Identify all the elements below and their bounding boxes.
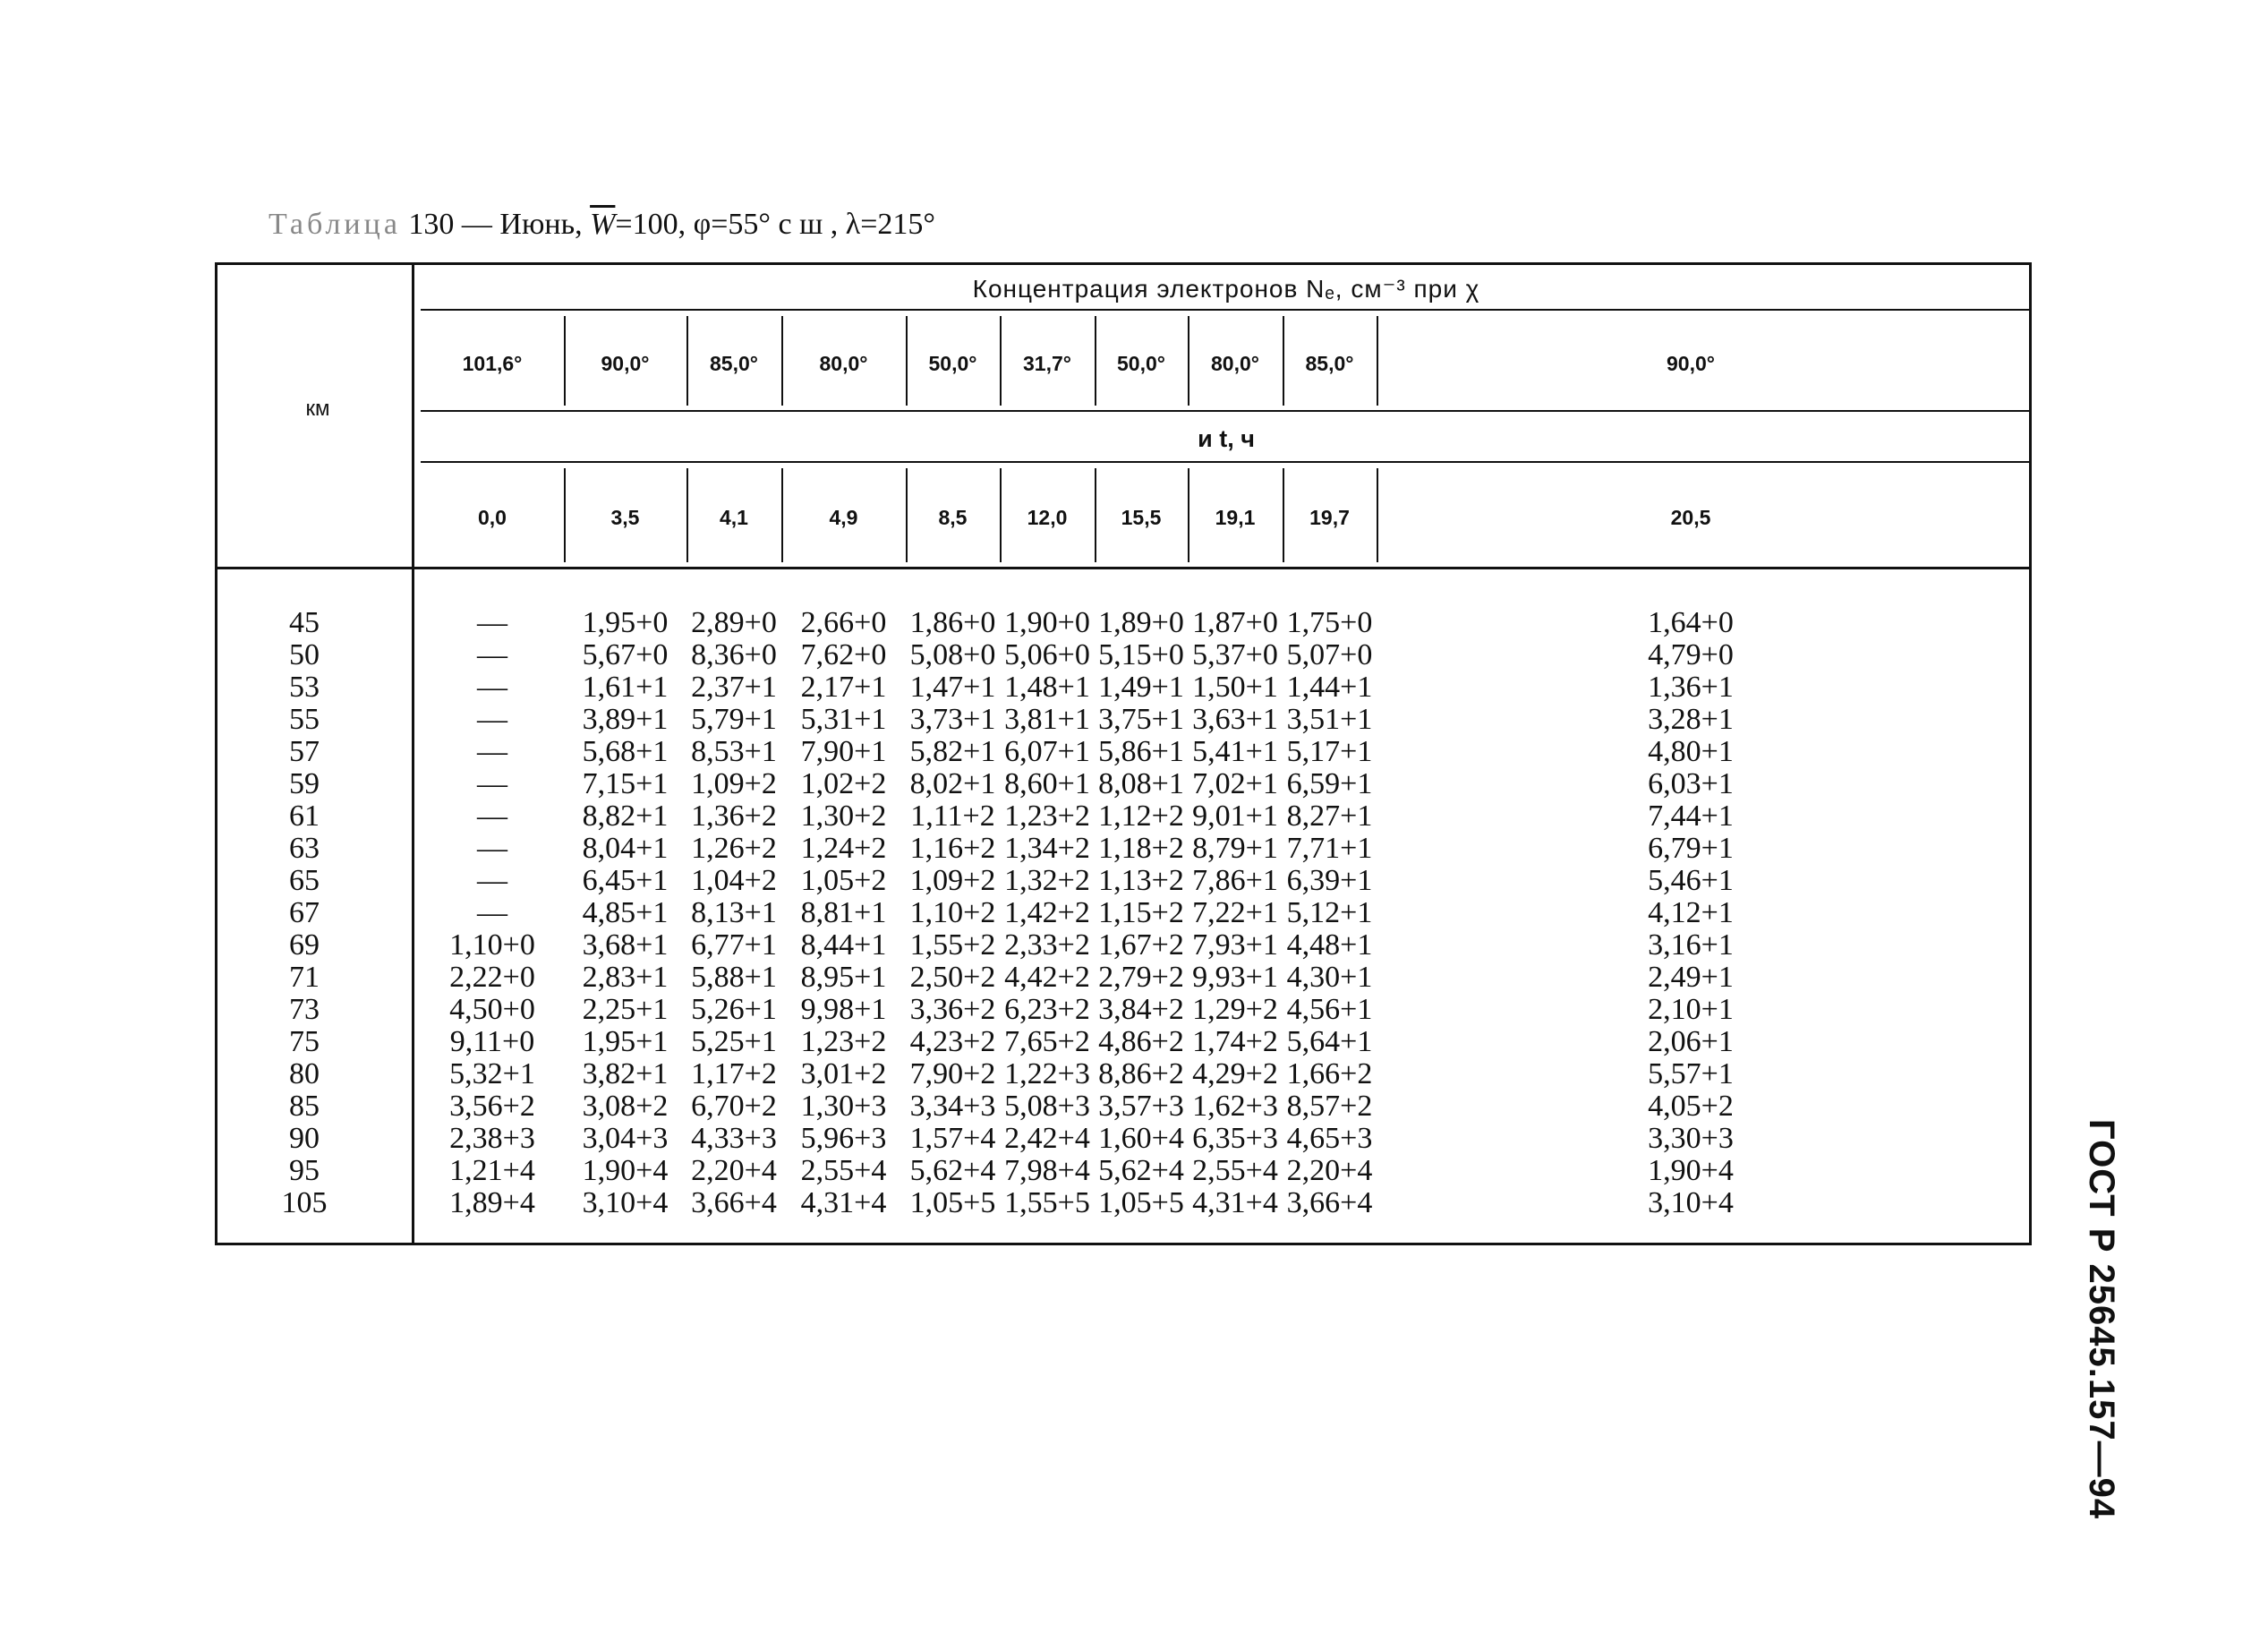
table-cell: 9,01+1 [1192, 799, 1278, 833]
km-value: 63 [289, 832, 320, 865]
table-cell: 7,65+2 [1004, 1025, 1090, 1058]
table-cell: 6,70+2 [691, 1090, 777, 1123]
table-cell: 4,42+2 [1004, 961, 1090, 994]
t-value: 19,1 [1215, 506, 1256, 529]
table-cell: 1,44+1 [1286, 671, 1373, 704]
table-cell: 4,86+2 [1098, 1025, 1184, 1058]
table-cell: 5,62+4 [1098, 1154, 1184, 1187]
km-column [215, 607, 394, 1219]
table-cell: 8,36+0 [691, 638, 777, 671]
chi-value: 101,6° [462, 352, 523, 375]
table-cell: 7,90+2 [909, 1057, 996, 1090]
table-cell: 1,48+1 [1004, 671, 1090, 704]
km-value: 57 [289, 735, 320, 768]
table-cell: 5,12+1 [1286, 896, 1373, 929]
table-cell: 5,37+0 [1192, 638, 1278, 671]
table-cell: 3,51+1 [1286, 703, 1373, 736]
table-cell: 3,36+2 [909, 993, 996, 1026]
table-cell: 1,89+4 [449, 1186, 535, 1219]
table-cell: 1,95+1 [582, 1025, 669, 1058]
table-cell: 1,90+4 [1648, 1154, 1734, 1187]
table-cell: 8,82+1 [582, 799, 669, 833]
table-cell: 3,10+4 [1648, 1186, 1734, 1219]
data-column [1095, 607, 1188, 1219]
table-cell: 2,55+4 [800, 1154, 887, 1187]
table-cell: 2,50+2 [909, 961, 996, 994]
t-value: 4,1 [720, 506, 748, 529]
chi-value: 31,7° [1023, 352, 1071, 375]
table-cell: 4,65+3 [1286, 1122, 1373, 1155]
table-cell: 1,26+2 [691, 832, 777, 865]
data-column [1283, 607, 1377, 1219]
chi-value: 50,0° [1117, 352, 1165, 375]
table-cell: 4,31+4 [1192, 1186, 1278, 1219]
table-cell: 1,95+0 [582, 606, 669, 639]
table-cell: 5,67+0 [582, 638, 669, 671]
table-cell: 3,30+3 [1648, 1122, 1734, 1155]
table-cell: 2,79+2 [1098, 961, 1184, 994]
table-cell: 3,82+1 [582, 1057, 669, 1090]
table-cell: 5,32+1 [449, 1057, 535, 1090]
table-cell: 6,39+1 [1286, 864, 1373, 897]
table-cell: 7,90+1 [800, 735, 887, 768]
electron-concentration-table [215, 262, 2032, 1247]
table-cell: 5,82+1 [909, 735, 996, 768]
table-cell: 3,84+2 [1098, 993, 1184, 1026]
table-cell: 5,25+1 [691, 1025, 777, 1058]
table-cell: 2,06+1 [1648, 1025, 1734, 1058]
table-cell: 1,05+2 [800, 864, 887, 897]
table-cell: 8,60+1 [1004, 767, 1090, 800]
data-column [781, 607, 906, 1219]
table-cell: 6,35+3 [1192, 1122, 1278, 1155]
table-cell: 1,10+0 [449, 928, 535, 962]
table-cell: 1,90+0 [1004, 606, 1090, 639]
table-cell: 1,12+2 [1098, 799, 1184, 833]
table-cell: 9,98+1 [800, 993, 887, 1026]
table-cell: 9,93+1 [1192, 961, 1278, 994]
table-cell: — [477, 896, 507, 929]
chi-value: 90,0° [1667, 352, 1715, 375]
t-value: 4,9 [829, 506, 858, 529]
table-cell: 8,79+1 [1192, 832, 1278, 865]
header-t-label: и t, ч [1198, 425, 1255, 452]
table-cell: 1,89+0 [1098, 606, 1184, 639]
table-cell: 4,33+3 [691, 1122, 777, 1155]
km-value: 95 [289, 1154, 320, 1187]
table-cell: 1,24+2 [800, 832, 887, 865]
table-cell: 5,06+0 [1004, 638, 1090, 671]
caption-text-2: =100, φ=55° с ш , λ=215° [615, 208, 936, 241]
table-cell: 1,57+4 [909, 1122, 996, 1155]
table-cell: 3,57+3 [1098, 1090, 1184, 1123]
table-cell: 8,81+1 [800, 896, 887, 929]
table-cell: 2,10+1 [1648, 993, 1734, 1026]
table-cell: 5,31+1 [800, 703, 887, 736]
table-cell: 5,57+1 [1648, 1057, 1734, 1090]
table-cell: 1,05+5 [909, 1186, 996, 1219]
km-value: 45 [289, 606, 320, 639]
table-cell: 8,04+1 [582, 832, 669, 865]
table-cell: 2,17+1 [800, 671, 887, 704]
table-cell: 8,95+1 [800, 961, 887, 994]
table-cell: 5,96+3 [800, 1122, 887, 1155]
table-cell: 4,85+1 [582, 896, 669, 929]
table-cell: 2,38+3 [449, 1122, 535, 1155]
table-cell: 1,13+2 [1098, 864, 1184, 897]
table-cell: — [477, 671, 507, 704]
table-cell: 5,08+3 [1004, 1090, 1090, 1123]
table-cell: 5,88+1 [691, 961, 777, 994]
table-cell: 2,42+4 [1004, 1122, 1090, 1155]
table-cell: 1,02+2 [800, 767, 887, 800]
km-value: 105 [281, 1186, 328, 1219]
data-column [906, 607, 1000, 1219]
table-cell: 7,93+1 [1192, 928, 1278, 962]
header-km-label: км [305, 397, 330, 421]
table-cell: 4,23+2 [909, 1025, 996, 1058]
table-cell: 3,56+2 [449, 1090, 535, 1123]
table-cell: 3,16+1 [1648, 928, 1734, 962]
table-cell: 7,02+1 [1192, 767, 1278, 800]
table-cell: 3,89+1 [582, 703, 669, 736]
table-cell: 8,86+2 [1098, 1057, 1184, 1090]
table-cell: 3,63+1 [1192, 703, 1278, 736]
table-cell: 1,09+2 [909, 864, 996, 897]
table-cell: 4,12+1 [1648, 896, 1734, 929]
table-cell: 8,53+1 [691, 735, 777, 768]
table-cell: 5,26+1 [691, 993, 777, 1026]
table-cell: 4,29+2 [1192, 1057, 1278, 1090]
t-value: 19,7 [1309, 506, 1350, 529]
km-value: 67 [289, 896, 320, 929]
table-cell: 5,68+1 [582, 735, 669, 768]
table-cell: 3,68+1 [582, 928, 669, 962]
table-cell: 1,30+2 [800, 799, 887, 833]
t-value: 0,0 [478, 506, 507, 529]
table-cell: 2,66+0 [800, 606, 887, 639]
table-cell: 1,64+0 [1648, 606, 1734, 639]
t-value: 3,5 [610, 506, 640, 529]
table-cell: 1,21+4 [449, 1154, 535, 1187]
table-cell: 6,23+2 [1004, 993, 1090, 1026]
caption-text-1: — Июнь, [454, 208, 591, 241]
table-cell: 5,07+0 [1286, 638, 1373, 671]
table-cell: 4,05+2 [1648, 1090, 1734, 1123]
table-cell: 1,42+2 [1004, 896, 1090, 929]
table-cell: 1,16+2 [909, 832, 996, 865]
table-cell: — [477, 703, 507, 736]
t-value: 12,0 [1027, 506, 1068, 529]
table-cell: 1,30+3 [800, 1090, 887, 1123]
table-cell: 6,59+1 [1286, 767, 1373, 800]
table-cell: 2,25+1 [582, 993, 669, 1026]
km-value: 80 [289, 1057, 320, 1090]
table-cell: 5,46+1 [1648, 864, 1734, 897]
table-cell: 2,37+1 [691, 671, 777, 704]
caption-number: 130 [408, 208, 455, 241]
km-value: 85 [289, 1090, 320, 1123]
table-cell: 1,66+2 [1286, 1057, 1373, 1090]
table-cell: 5,64+1 [1286, 1025, 1373, 1058]
table-bottom-rule [215, 1243, 2032, 1245]
table-cell: 7,44+1 [1648, 799, 1734, 833]
table-cell: 4,80+1 [1648, 735, 1734, 768]
t-value: 20,5 [1670, 506, 1711, 529]
table-cell: 1,23+2 [800, 1025, 887, 1058]
table-cell: 1,61+1 [582, 671, 669, 704]
header-title: Концентрация электронов Nₑ, см⁻³ при χ [972, 275, 1480, 303]
table-cell: 1,55+5 [1004, 1186, 1090, 1219]
table-cell: 2,22+0 [449, 961, 535, 994]
data-column [421, 607, 564, 1219]
table-cell: 7,15+1 [582, 767, 669, 800]
table-caption [269, 208, 935, 242]
table-cell: 1,09+2 [691, 767, 777, 800]
document-side-label: ГОСТ Р 25645.157—94 [2082, 1119, 2121, 1520]
table-cell: — [477, 735, 507, 768]
chi-value: 90,0° [601, 352, 650, 375]
table-cell: 8,57+2 [1286, 1090, 1373, 1123]
km-value: 61 [289, 799, 320, 833]
table-cell: 1,23+2 [1004, 799, 1090, 833]
table-cell: 3,28+1 [1648, 703, 1734, 736]
km-value: 53 [289, 671, 320, 704]
chi-row-underline [421, 410, 2032, 412]
table-cell: 1,15+2 [1098, 896, 1184, 929]
km-value: 59 [289, 767, 320, 800]
km-value: 65 [289, 864, 320, 897]
table-cell: 7,62+0 [800, 638, 887, 671]
table-cell: 1,11+2 [910, 799, 995, 833]
table-cell: 1,74+2 [1192, 1025, 1278, 1058]
data-column [686, 607, 781, 1219]
table-cell: 2,33+2 [1004, 928, 1090, 962]
table-cell: 5,86+1 [1098, 735, 1184, 768]
table-cell: — [477, 832, 507, 865]
table-cell: 6,03+1 [1648, 767, 1734, 800]
table-cell: — [477, 864, 507, 897]
table-cell: 1,49+1 [1098, 671, 1184, 704]
table-cell: 1,55+2 [909, 928, 996, 962]
table-cell: 1,50+1 [1192, 671, 1278, 704]
table-cell: 3,10+4 [582, 1186, 669, 1219]
table-cell: 8,02+1 [909, 767, 996, 800]
table-cell: 3,01+2 [800, 1057, 887, 1090]
table-cell: 1,47+1 [909, 671, 996, 704]
table-cell: 1,62+3 [1192, 1090, 1278, 1123]
table-cell: — [477, 799, 507, 833]
chi-value: 80,0° [819, 352, 868, 375]
data-column [1000, 607, 1095, 1219]
table-cell: 5,41+1 [1192, 735, 1278, 768]
table-cell: 1,87+0 [1192, 606, 1278, 639]
table-cell: 3,81+1 [1004, 703, 1090, 736]
table-cell: 2,20+4 [691, 1154, 777, 1187]
table-cell: 7,86+1 [1192, 864, 1278, 897]
table-cell: 4,79+0 [1648, 638, 1734, 671]
table-cell: — [477, 767, 507, 800]
table-cell: 6,79+1 [1648, 832, 1734, 865]
table-cell: 1,18+2 [1098, 832, 1184, 865]
chi-value: 85,0° [1305, 352, 1354, 375]
km-value: 55 [289, 703, 320, 736]
table-cell: — [477, 606, 507, 639]
table-cell: 7,71+1 [1286, 832, 1373, 865]
t-value: 15,5 [1121, 506, 1162, 529]
table-cell: 4,30+1 [1286, 961, 1373, 994]
table-cell: 1,75+0 [1286, 606, 1373, 639]
km-value: 71 [289, 961, 320, 994]
table-cell: 6,07+1 [1004, 735, 1090, 768]
caption-prefix: Таблица [269, 208, 401, 241]
table-cell: 1,05+5 [1098, 1186, 1184, 1219]
table-cell: 1,86+0 [909, 606, 996, 639]
table-cell: 6,45+1 [582, 864, 669, 897]
table-cell: 4,48+1 [1286, 928, 1373, 962]
table-cell: 8,13+1 [691, 896, 777, 929]
table-cell: 9,11+0 [449, 1025, 535, 1058]
table-cell: 3,34+3 [909, 1090, 996, 1123]
table-cell: 5,15+0 [1098, 638, 1184, 671]
table-cell: 5,08+0 [909, 638, 996, 671]
table-cell: 6,77+1 [691, 928, 777, 962]
chi-value: 85,0° [710, 352, 758, 375]
table-cell: 2,55+4 [1192, 1154, 1278, 1187]
table-cell: 1,22+3 [1004, 1057, 1090, 1090]
table-cell: 1,67+2 [1098, 928, 1184, 962]
table-cell: 1,10+2 [909, 896, 996, 929]
table-cell: 3,66+4 [691, 1186, 777, 1219]
table-cell: 5,17+1 [1286, 735, 1373, 768]
table-cell: 1,36+1 [1648, 671, 1734, 704]
table-cell: 5,62+4 [909, 1154, 996, 1187]
table-cell: 3,75+1 [1098, 703, 1184, 736]
t-label-underline [421, 461, 2032, 463]
chi-value: 80,0° [1211, 352, 1259, 375]
table-cell: 3,66+4 [1286, 1186, 1373, 1219]
table-cell: 1,29+2 [1192, 993, 1278, 1026]
table-cell: 3,04+3 [582, 1122, 669, 1155]
table-cell: 3,08+2 [582, 1090, 669, 1123]
table-cell: 4,56+1 [1286, 993, 1373, 1026]
km-value: 50 [289, 638, 320, 671]
table-cell: 2,49+1 [1648, 961, 1734, 994]
table-cell: 3,73+1 [909, 703, 996, 736]
table-cell: 1,36+2 [691, 799, 777, 833]
data-column [564, 607, 686, 1219]
table-cell: 2,89+0 [691, 606, 777, 639]
km-value: 90 [289, 1122, 320, 1155]
table-cell: 1,90+4 [582, 1154, 669, 1187]
km-value: 73 [289, 993, 320, 1026]
km-value: 69 [289, 928, 320, 962]
table-cell: 4,31+4 [800, 1186, 887, 1219]
data-column [1188, 607, 1283, 1219]
table-cell: 7,22+1 [1192, 896, 1278, 929]
table-cell: 1,60+4 [1098, 1122, 1184, 1155]
table-cell: 8,27+1 [1286, 799, 1373, 833]
table-cell: 4,50+0 [449, 993, 535, 1026]
table-cell: 7,98+4 [1004, 1154, 1090, 1187]
t-value: 8,5 [938, 506, 968, 529]
table-cell: 1,17+2 [691, 1057, 777, 1090]
table-cell: 5,79+1 [691, 703, 777, 736]
table-cell: 2,83+1 [582, 961, 669, 994]
caption-w-symbol: $\overline{W}$ [590, 208, 616, 241]
table-cell: 1,34+2 [1004, 832, 1090, 865]
header-bottom-rule [215, 567, 2032, 569]
table-cell: 8,44+1 [800, 928, 887, 962]
table-cell: 8,08+1 [1098, 767, 1184, 800]
table-cell: 1,32+2 [1004, 864, 1090, 897]
table-cell: 2,20+4 [1286, 1154, 1373, 1187]
table-cell: — [477, 638, 507, 671]
table-cell: 1,04+2 [691, 864, 777, 897]
km-value: 75 [289, 1025, 320, 1058]
chi-value: 50,0° [928, 352, 977, 375]
data-column [1377, 607, 2005, 1219]
